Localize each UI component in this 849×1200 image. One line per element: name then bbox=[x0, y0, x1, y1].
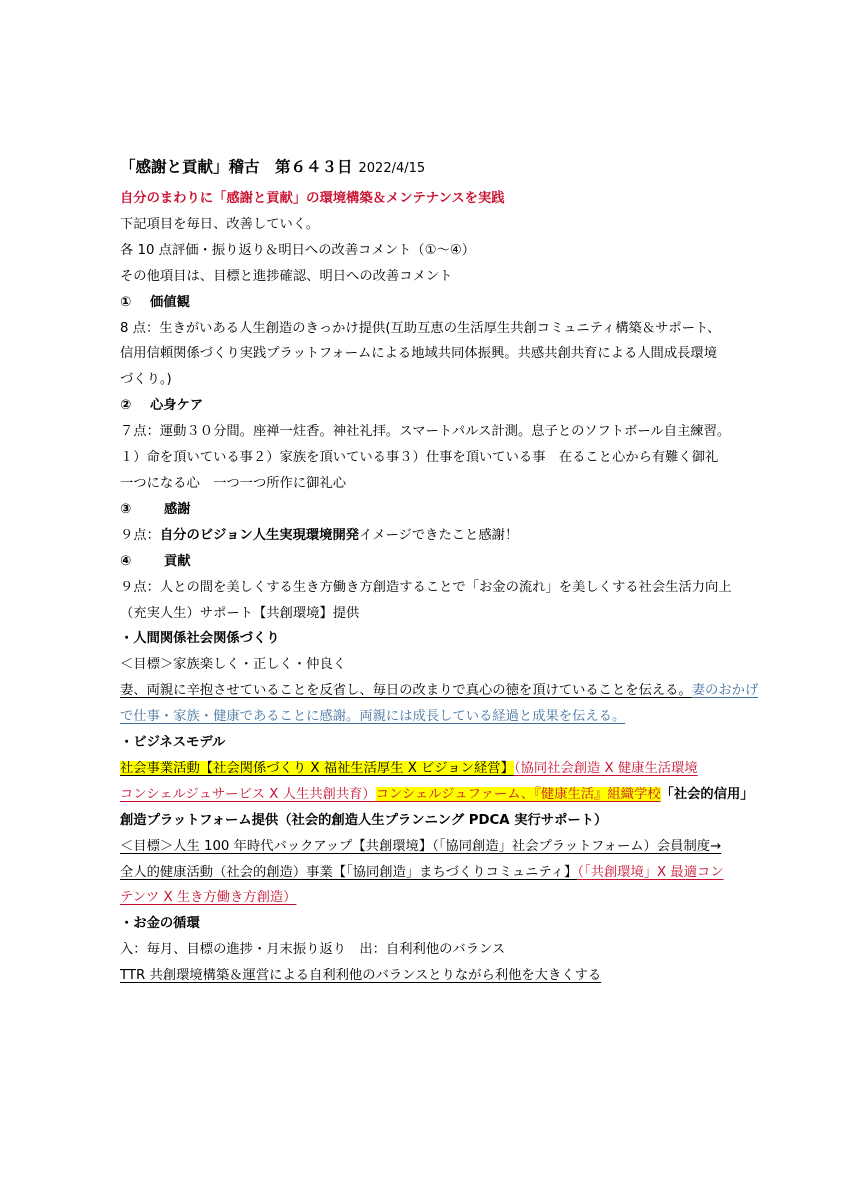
section-1-line-2: 信用信頼関係づくり実践プラットフォームによる地域共同体振興。共感共創共育による人間成長環境 bbox=[120, 346, 718, 362]
section-1-number: ① bbox=[120, 294, 132, 310]
intro-heading: 自分のまわりに「感謝と貢献」の環境構築＆メンテナンスを実践 bbox=[120, 191, 505, 206]
business-goal-text-b: （「共創環境」X 最適コン bbox=[577, 864, 724, 880]
human-relations-line-2: で仕事・家族・健康であることに感謝。両親には成長している経過と成果を伝える。 bbox=[120, 709, 626, 725]
human-relations-goal: ＜目標＞家族楽しく・正しく・仲良く bbox=[120, 657, 347, 673]
section-1-line-1: 8 点：生きがいある人生創造のきっかけ提供(互助互恵の生活厚生共創コミュニティ構築＆サポート、 bbox=[120, 320, 721, 336]
section-2-line-1: ７点：運動３０分間。座禅一炷香。神社礼拝。スマートパルス計測。息子とのソフトボール自主練習。 bbox=[120, 424, 731, 440]
business-model-bold-1: 「社会的信用」 bbox=[660, 786, 754, 802]
section-3-title: 感謝 bbox=[164, 501, 191, 517]
business-model-highlight-2: コンシェルジュファーム、『健康生活』組織学校 bbox=[375, 786, 661, 802]
section-3-score: ９点： bbox=[120, 527, 160, 543]
section-3-heading bbox=[120, 497, 740, 523]
section-1-line-3: づくり。) bbox=[120, 372, 172, 388]
section-3-bold-text: 自分のビジョン人生実現環境開発 bbox=[159, 527, 360, 543]
business-goal-line-2 bbox=[120, 860, 740, 886]
section-4-number: ④ bbox=[120, 553, 132, 569]
section-3-line-1 bbox=[120, 523, 740, 549]
business-model-line-2 bbox=[120, 782, 754, 808]
business-goal-text-a: 全人的健康活動（社会的創造）事業【「協同創造」まちづくりコミュニティ】 bbox=[120, 864, 578, 880]
title-main: 「感謝と貢献」稽古 第６４３日 bbox=[120, 158, 353, 176]
section-4-line-1: ９点：人との間を美しくする生き方働き方創造することで「お金の流れ」を美しくする社会生活力向上 bbox=[120, 579, 732, 595]
intro-line-1: 下記項目を毎日、改善していく。 bbox=[120, 216, 320, 232]
document-page bbox=[120, 156, 759, 989]
section-3-number: ③ bbox=[120, 501, 132, 517]
business-model-highlight-1: 社会事業活動【社会関係づくり X 福祉生活厚生 X ビジョン経営】 bbox=[120, 760, 514, 776]
money-cycle-line-2: TTR 共創環境構築＆運営による自利利他のバランスとりながら利他を大きくする bbox=[120, 968, 602, 984]
business-model-heading: ・ビジネスモデル bbox=[120, 735, 226, 751]
human-relations-heading: ・人間関係社会関係づくり bbox=[120, 631, 280, 647]
intro-line-3: その他項目は、目標と進捗確認、明日への改善コメント bbox=[120, 268, 453, 284]
intro-line-2: 各 10 点評価・振り返り＆明日への改善コメント（①～④） bbox=[120, 242, 476, 258]
human-relations-line-1 bbox=[120, 678, 759, 704]
section-4-line-2: （充実人生）サポート【共創環境】提供 bbox=[120, 605, 360, 621]
business-model-line-1 bbox=[120, 756, 740, 782]
section-2-title: 心身ケア bbox=[150, 398, 204, 414]
business-goal-line-3: テンツ X 生き方働き方創造） bbox=[120, 890, 297, 906]
section-1-heading bbox=[120, 290, 740, 316]
section-1-title: 価値観 bbox=[150, 294, 190, 310]
human-relations-text-a: 妻、両親に辛抱させていることを反省し、毎日の改まりで真心の徳を頂けていることを伝える。 bbox=[120, 683, 692, 699]
business-model-line-3: 創造プラットフォーム提供（社会的創造人生プランニング PDCA 実行サポート） bbox=[120, 812, 608, 828]
section-4-title: 貢献 bbox=[164, 553, 191, 569]
section-2-heading bbox=[120, 393, 740, 419]
business-goal-line-1: ＜目標＞人生 100 年時代バックアップ【共創環境】（「協同創造」社会プラットフォーム）会員制度→ bbox=[120, 838, 722, 854]
business-model-red-2: コンシェルジュサービス X 人生共創共育） bbox=[120, 786, 376, 802]
money-cycle-heading: ・お金の循環 bbox=[120, 916, 200, 932]
section-4-heading bbox=[120, 549, 740, 575]
section-2-number: ② bbox=[120, 398, 132, 414]
business-model-red-1: （協同社会創造 X 健康生活環境 bbox=[513, 760, 698, 776]
section-2-line-3: 一つになる心 一つ一つ所作に御礼心 bbox=[120, 475, 347, 491]
human-relations-text-b: 妻のおかげ bbox=[691, 683, 759, 699]
section-3-rest: イメージできたこと感謝！ bbox=[359, 527, 519, 543]
title-date: 2022/4/15 bbox=[358, 161, 426, 176]
section-2-line-2: １）命を頂いている事２）家族を頂いている事３）仕事を頂いている事 在ること心から有難く御礼 bbox=[120, 450, 719, 466]
money-cycle-line-1: 入：毎月、目標の進捗・月末振り返り 出：自利利他のバランス bbox=[120, 942, 506, 958]
page-title bbox=[120, 156, 740, 180]
